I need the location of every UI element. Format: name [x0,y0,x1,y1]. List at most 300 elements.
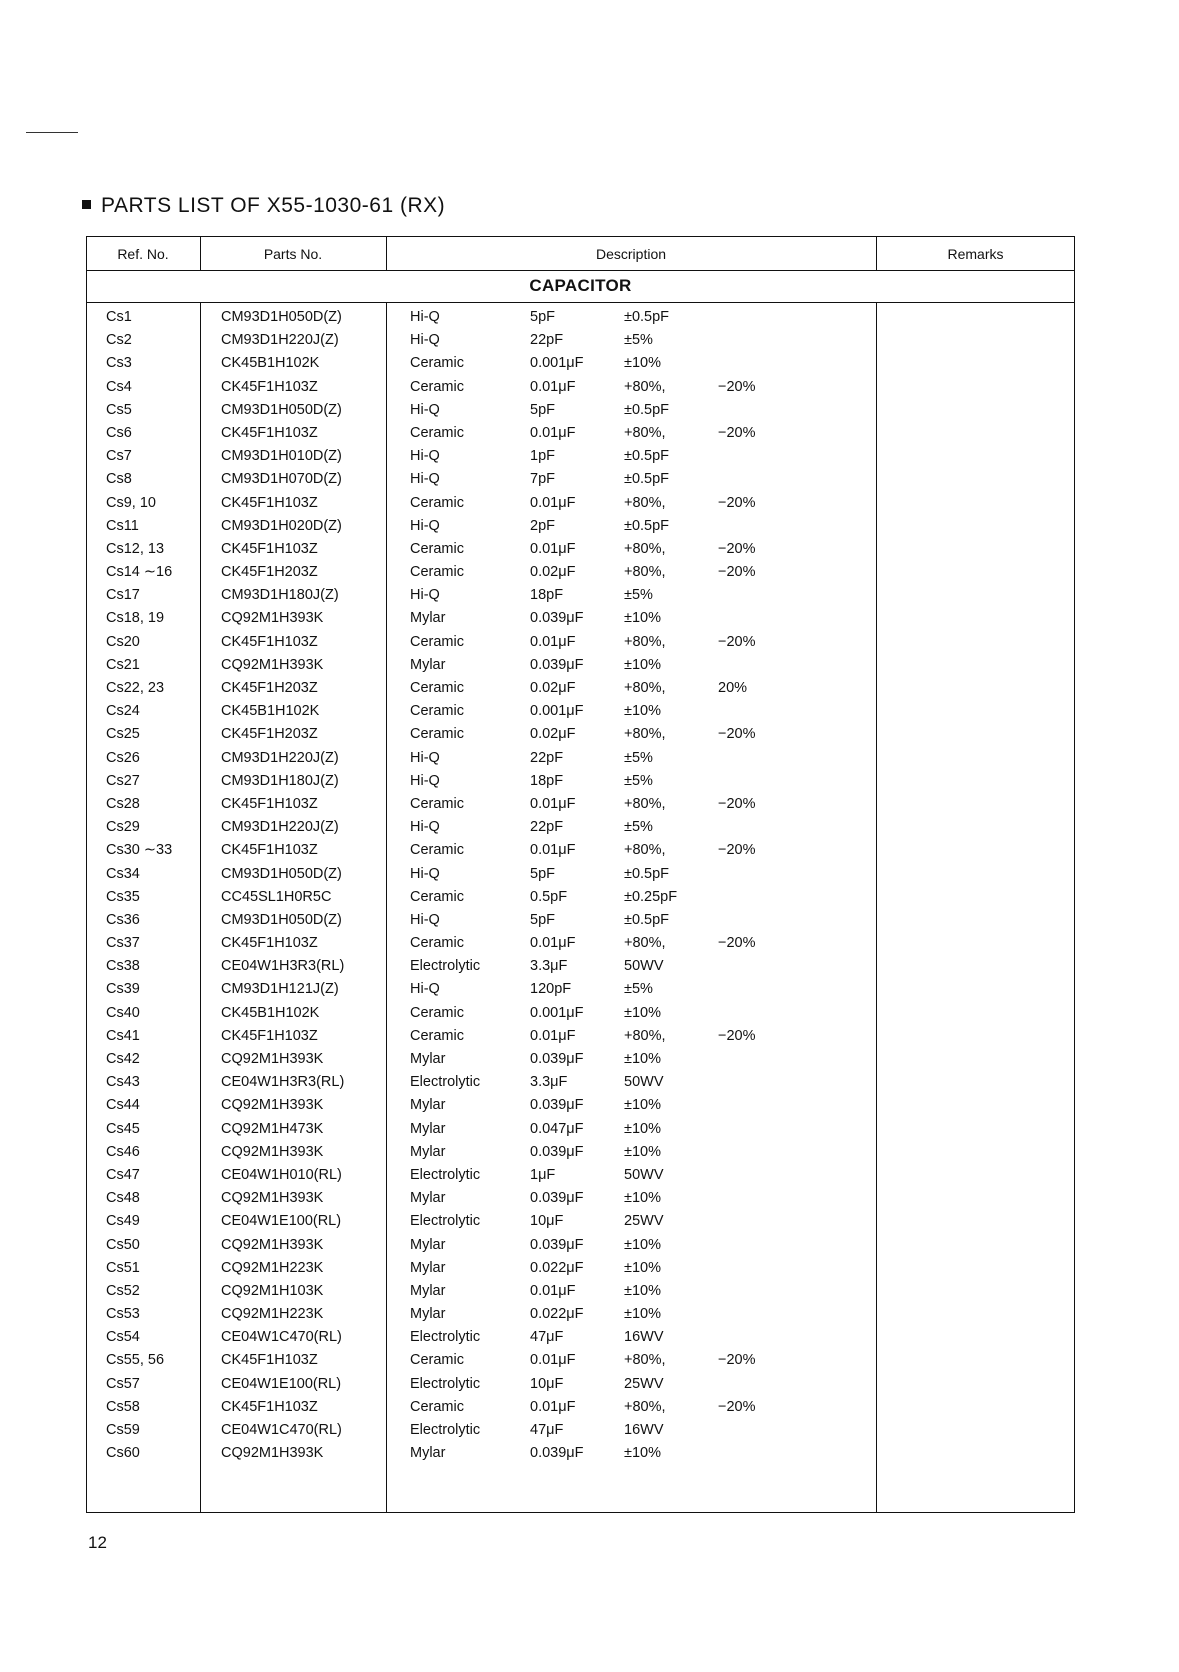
cell-tolerance: ±10% [624,1004,661,1021]
cell-tolerance: +80%, [624,795,666,812]
square-bullet-icon [82,200,91,209]
cell-parts-no: CM93D1H070D(Z) [221,471,342,488]
cell-parts-no: CQ92M1H103K [221,1282,324,1299]
cell-value: 0.001μF [530,703,584,720]
margin-mark [26,132,78,133]
table-row [0,539,1179,562]
cell-type: Ceramic [410,795,464,812]
cell-value: 7pF [530,471,555,488]
cell-tolerance: ±0.25pF [624,888,678,905]
cell-ref-no: Cs12, 13 [106,540,165,557]
cell-type: Ceramic [410,378,464,395]
cell-ref-no: Cs54 [106,1329,140,1346]
cell-type: Ceramic [410,424,464,441]
cell-ref-no: Cs7 [106,448,132,465]
cell-type: Electrolytic [410,1375,481,1392]
cell-ref-no: Cs29 [106,819,140,836]
cell-parts-no: CM93D1H050D(Z) [221,309,342,325]
cell-type: Electrolytic [410,1166,481,1183]
cell-type: Hi-Q [410,772,440,789]
cell-ref-no: Cs53 [106,1306,140,1323]
cell-ref-no: Cs1 [106,309,132,325]
table-row [0,1211,1179,1234]
cell-type: Electrolytic [410,1213,481,1230]
cell-tolerance: ±5% [624,332,653,349]
cell-type: Ceramic [410,1398,464,1415]
cell-parts-no: CK45F1H103Z [221,633,318,650]
cell-value: 22pF [530,749,564,766]
cell-parts-no: CM93D1H180J(Z) [221,772,339,789]
cell-type: Electrolytic [410,1329,481,1346]
cell-tolerance-minus: −20% [718,726,756,743]
cell-ref-no: Cs2 [106,332,132,349]
cell-ref-no: Cs17 [106,587,140,604]
cell-ref-no: Cs28 [106,795,140,812]
cell-value: 5pF [530,911,555,928]
cell-type: Hi-Q [410,749,440,766]
cell-type: Ceramic [410,1352,464,1369]
cell-type: Hi-Q [410,309,440,325]
cell-ref-no: Cs55, 56 [106,1352,165,1369]
cell-type: Mylar [410,1445,446,1462]
cell-parts-no: CE04W1E100(RL) [221,1213,342,1230]
cell-type: Ceramic [410,703,464,720]
cell-parts-no: CK45F1H103Z [221,1027,318,1044]
table-row [0,748,1179,771]
cell-tolerance: ±0.5pF [624,865,670,882]
cell-value: 0.01μF [530,633,576,650]
cell-tolerance-minus: −20% [718,1352,756,1369]
cell-value: 0.039μF [530,1051,584,1067]
cell-ref-no: Cs25 [106,726,140,743]
cell-tolerance: ±10% [624,1259,661,1276]
cell-value: 47μF [530,1329,564,1346]
cell-tolerance: +80%, [624,1398,666,1415]
page-title-text: PARTS LIST OF X55-1030-61 (RX) [101,194,446,217]
table-row [0,330,1179,353]
cell-ref-no: Cs51 [106,1259,140,1276]
table-row [0,1304,1179,1327]
cell-tolerance: +80%, [624,1027,666,1044]
cell-tolerance-minus: −20% [718,633,756,650]
cell-ref-no: Cs35 [106,888,140,905]
table-row [0,956,1179,979]
table-row [0,1119,1179,1142]
cell-parts-no: CM93D1H220J(Z) [221,819,339,836]
cell-value: 0.001μF [530,1004,584,1021]
table-row [0,794,1179,817]
cell-value: 10μF [530,1213,564,1230]
cell-parts-no: CC45SL1H0R5C [221,888,332,905]
cell-ref-no: Cs21 [106,656,140,673]
cell-parts-no: CM93D1H050D(Z) [221,401,342,418]
cell-parts-no: CQ92M1H393K [221,1190,324,1207]
cell-tolerance: ±10% [624,610,661,627]
cell-type: Hi-Q [410,401,440,418]
cell-tolerance-minus: −20% [718,424,756,441]
cell-tolerance: 50WV [624,958,664,975]
cell-type: Mylar [410,1097,446,1114]
cell-type: Ceramic [410,935,464,952]
cell-value: 18pF [530,587,564,604]
cell-ref-no: Cs3 [106,355,132,372]
category-label: CAPACITOR [529,276,632,295]
cell-value: 0.01μF [530,842,576,859]
parts-rows [0,307,1179,1466]
cell-tolerance-minus: −20% [718,564,756,581]
cell-ref-no: Cs34 [106,865,140,882]
cell-value: 3.3μF [530,958,568,975]
cell-parts-no: CK45F1H103Z [221,842,318,859]
cell-parts-no: CK45B1H102K [221,355,320,372]
cell-value: 0.01μF [530,494,576,511]
table-row [0,1188,1179,1211]
cell-parts-no: CQ92M1H393K [221,1236,324,1253]
table-row [0,632,1179,655]
cell-ref-no: Cs26 [106,749,140,766]
cell-tolerance: 25WV [624,1375,664,1392]
cell-tolerance: +80%, [624,680,666,696]
cell-value: 5pF [530,401,555,418]
cell-value: 0.01μF [530,540,576,557]
cell-parts-no: CQ92M1H393K [221,656,324,673]
cell-tolerance-minus: −20% [718,935,756,952]
cell-tolerance: ±0.5pF [624,471,670,488]
cell-value: 120pF [530,981,572,998]
cell-parts-no: CK45F1H103Z [221,424,318,441]
cell-parts-no: CM93D1H050D(Z) [221,911,342,928]
table-row [0,979,1179,1002]
table-row [0,933,1179,956]
table-row [0,1397,1179,1420]
cell-value: 2pF [530,517,555,534]
cell-value: 0.039μF [530,1236,584,1253]
cell-value: 0.01μF [530,935,576,952]
cell-tolerance-minus: −20% [718,494,756,511]
cell-parts-no: CK45F1H203Z [221,680,318,696]
cell-type: Ceramic [410,564,464,581]
cell-type: Electrolytic [410,1422,481,1438]
cell-tolerance: ±0.5pF [624,911,670,928]
table-row [0,1281,1179,1304]
cell-value: 0.039μF [530,1190,584,1207]
table-row [0,1165,1179,1188]
cell-tolerance: 25WV [624,1213,664,1230]
cell-tolerance: +80%, [624,540,666,557]
cell-tolerance: +80%, [624,726,666,743]
cell-parts-no: CQ92M1H393K [221,1051,324,1067]
cell-type: Ceramic [410,540,464,557]
cell-type: Hi-Q [410,332,440,349]
table-row [0,887,1179,910]
cell-ref-no: Cs41 [106,1027,140,1044]
cell-ref-no: Cs20 [106,633,140,650]
cell-ref-no: Cs50 [106,1236,140,1253]
cell-type: Hi-Q [410,981,440,998]
cell-tolerance: ±5% [624,749,653,766]
table-row [0,1374,1179,1397]
header-ref-no: Ref. No. [117,246,169,262]
cell-ref-no: Cs36 [106,911,140,928]
cell-type: Mylar [410,1236,446,1253]
table-row [0,1142,1179,1165]
cell-value: 0.01μF [530,1352,576,1369]
cell-tolerance-minus: −20% [718,795,756,812]
cell-parts-no: CK45F1H203Z [221,726,318,743]
cell-tolerance-minus: −20% [718,540,756,557]
cell-type: Ceramic [410,726,464,743]
cell-value: 0.01μF [530,424,576,441]
cell-tolerance: ±10% [624,1236,661,1253]
cell-parts-no: CM93D1H220J(Z) [221,749,339,766]
cell-ref-no: Cs14 ∼16 [106,564,173,581]
cell-value: 10μF [530,1375,564,1392]
cell-parts-no: CQ92M1H393K [221,1097,324,1114]
cell-value: 22pF [530,332,564,349]
cell-tolerance: +80%, [624,633,666,650]
cell-value: 0.001μF [530,355,584,372]
cell-type: Hi-Q [410,911,440,928]
cell-tolerance: ±10% [624,1190,661,1207]
page-number: 12 [88,1533,107,1552]
cell-value: 0.01μF [530,795,576,812]
table-row [0,817,1179,840]
cell-parts-no: CK45F1H103Z [221,1398,318,1415]
table-row [0,1327,1179,1350]
cell-tolerance: +80%, [624,935,666,952]
cell-type: Mylar [410,1143,446,1160]
cell-value: 0.01μF [530,1027,576,1044]
cell-tolerance: ±5% [624,587,653,604]
cell-ref-no: Cs30 ∼33 [106,842,173,859]
table-row [0,1026,1179,1049]
cell-ref-no: Cs57 [106,1375,140,1392]
cell-parts-no: CK45B1H102K [221,1004,320,1021]
table-row [0,1420,1179,1443]
cell-ref-no: Cs60 [106,1445,140,1462]
cell-value: 0.047μF [530,1120,584,1137]
cell-value: 0.01μF [530,1398,576,1415]
cell-value: 0.022μF [530,1259,584,1276]
cell-ref-no: Cs58 [106,1398,140,1415]
cell-value: 5pF [530,865,555,882]
table-row [0,585,1179,608]
header-parts-no: Parts No. [263,246,323,262]
cell-tolerance: ±10% [624,1143,661,1160]
cell-type: Mylar [410,1259,446,1276]
table-row [0,1235,1179,1258]
table-row [0,655,1179,678]
cell-tolerance: 50WV [624,1074,664,1091]
cell-parts-no: CQ92M1H223K [221,1306,324,1323]
table-row [0,353,1179,376]
cell-tolerance: 16WV [624,1422,664,1438]
cell-parts-no: CK45F1H103Z [221,540,318,557]
cell-ref-no: Cs9, 10 [106,494,156,511]
cell-value: 0.01μF [530,378,576,395]
cell-tolerance: ±10% [624,1097,661,1114]
cell-value: 5pF [530,309,555,325]
cell-ref-no: Cs59 [106,1422,140,1438]
cell-tolerance-minus: −20% [718,1398,756,1415]
cell-type: Mylar [410,1120,446,1137]
cell-value: 22pF [530,819,564,836]
table-row [0,446,1179,469]
table-row [0,724,1179,747]
cell-ref-no: Cs37 [106,935,140,952]
cell-type: Hi-Q [410,819,440,836]
cell-type: Hi-Q [410,517,440,534]
table-row [0,910,1179,933]
cell-parts-no: CK45F1H103Z [221,378,318,395]
cell-ref-no: Cs49 [106,1213,140,1230]
cell-value: 0.039μF [530,1445,584,1462]
cell-type: Mylar [410,1306,446,1323]
cell-value: 3.3μF [530,1074,568,1091]
cell-parts-no: CK45F1H103Z [221,1352,318,1369]
cell-tolerance: ±0.5pF [624,448,670,465]
cell-parts-no: CM93D1H121J(Z) [221,981,339,998]
cell-parts-no: CM93D1H010D(Z) [221,448,342,465]
cell-value: 0.02μF [530,726,576,743]
cell-value: 0.5pF [530,888,568,905]
cell-tolerance: ±10% [624,1120,661,1137]
page-title [82,194,445,218]
cell-value: 0.039μF [530,656,584,673]
cell-type: Ceramic [410,1004,464,1021]
cell-tolerance: ±10% [624,1306,661,1323]
category-divider [86,302,1075,303]
cell-tolerance: ±5% [624,981,653,998]
cell-tolerance: ±10% [624,1282,661,1299]
cell-tolerance-minus: 20% [718,680,748,696]
cell-type: Ceramic [410,494,464,511]
cell-tolerance: +80%, [624,424,666,441]
cell-tolerance: 16WV [624,1329,664,1346]
cell-type: Ceramic [410,842,464,859]
cell-parts-no: CQ92M1H393K [221,610,324,627]
cell-parts-no: CQ92M1H393K [221,1143,324,1160]
cell-ref-no: Cs27 [106,772,140,789]
table-row [0,1095,1179,1118]
cell-type: Ceramic [410,888,464,905]
cell-tolerance: +80%, [624,378,666,395]
table-row [0,1350,1179,1373]
cell-ref-no: Cs43 [106,1074,140,1091]
cell-ref-no: Cs46 [106,1143,140,1160]
cell-parts-no: CQ92M1H223K [221,1259,324,1276]
cell-type: Ceramic [410,680,464,696]
cell-tolerance: ±0.5pF [624,309,670,325]
cell-ref-no: Cs42 [106,1051,140,1067]
cell-parts-no: CE04W1C470(RL) [221,1422,342,1438]
table-row [0,516,1179,539]
cell-tolerance-minus: −20% [718,378,756,395]
cell-ref-no: Cs6 [106,424,132,441]
cell-value: 1μF [530,1166,556,1183]
cell-parts-no: CK45B1H102K [221,703,320,720]
table-row [0,840,1179,863]
cell-parts-no: CK45F1H103Z [221,795,318,812]
cell-parts-no: CQ92M1H473K [221,1120,324,1137]
table-row [0,1072,1179,1095]
cell-tolerance: ±5% [624,772,653,789]
cell-parts-no: CM93D1H180J(Z) [221,587,339,604]
cell-ref-no: Cs5 [106,401,132,418]
cell-type: Ceramic [410,355,464,372]
cell-type: Ceramic [410,1027,464,1044]
table-row [0,423,1179,446]
cell-value: 0.02μF [530,564,576,581]
cell-value: 0.039μF [530,610,584,627]
cell-type: Hi-Q [410,471,440,488]
cell-type: Hi-Q [410,865,440,882]
table-row [0,1049,1179,1072]
cell-ref-no: Cs22, 23 [106,680,165,696]
cell-tolerance: +80%, [624,564,666,581]
cell-parts-no: CM93D1H020D(Z) [221,517,342,534]
cell-ref-no: Cs45 [106,1120,140,1137]
cell-ref-no: Cs40 [106,1004,140,1021]
cell-tolerance: ±10% [624,1445,661,1462]
cell-parts-no: CE04W1E100(RL) [221,1375,342,1392]
cell-parts-no: CE04W1H010(RL) [221,1166,342,1183]
cell-ref-no: Cs38 [106,958,140,975]
cell-ref-no: Cs11 [106,517,139,534]
cell-parts-no: CM93D1H220J(Z) [221,332,339,349]
cell-tolerance: ±10% [624,1051,661,1067]
header-divider [86,270,1075,271]
table-row [0,701,1179,724]
cell-tolerance: ±10% [624,703,661,720]
cell-type: Mylar [410,1190,446,1207]
cell-parts-no: CK45F1H103Z [221,935,318,952]
table-row [0,864,1179,887]
cell-parts-no: CQ92M1H393K [221,1445,324,1462]
cell-parts-no: CK45F1H103Z [221,494,318,511]
cell-type: Electrolytic [410,1074,481,1091]
table-row [0,608,1179,631]
cell-ref-no: Cs44 [106,1097,140,1114]
cell-value: 0.039μF [530,1143,584,1160]
cell-tolerance-minus: −20% [718,842,756,859]
cell-ref-no: Cs4 [106,378,132,395]
table-row [0,771,1179,794]
table-row [0,469,1179,492]
cell-value: 0.022μF [530,1306,584,1323]
cell-type: Electrolytic [410,958,481,975]
cell-type: Mylar [410,1051,446,1067]
cell-type: Mylar [410,1282,446,1299]
header-description: Description [595,246,667,262]
table-row [0,493,1179,516]
cell-type: Ceramic [410,633,464,650]
cell-ref-no: Cs18, 19 [106,610,165,627]
table-row [0,678,1179,701]
cell-tolerance: +80%, [624,1352,666,1369]
cell-parts-no: CM93D1H050D(Z) [221,865,342,882]
table-row [0,307,1179,330]
cell-ref-no: Cs52 [106,1282,140,1299]
table-row [0,1003,1179,1026]
cell-parts-no: CE04W1C470(RL) [221,1329,342,1346]
cell-value: 47μF [530,1422,564,1438]
cell-tolerance: +80%, [624,842,666,859]
table-row [0,1258,1179,1281]
cell-type: Mylar [410,656,446,673]
cell-tolerance: +80%, [624,494,666,511]
cell-parts-no: CE04W1H3R3(RL) [221,958,345,975]
